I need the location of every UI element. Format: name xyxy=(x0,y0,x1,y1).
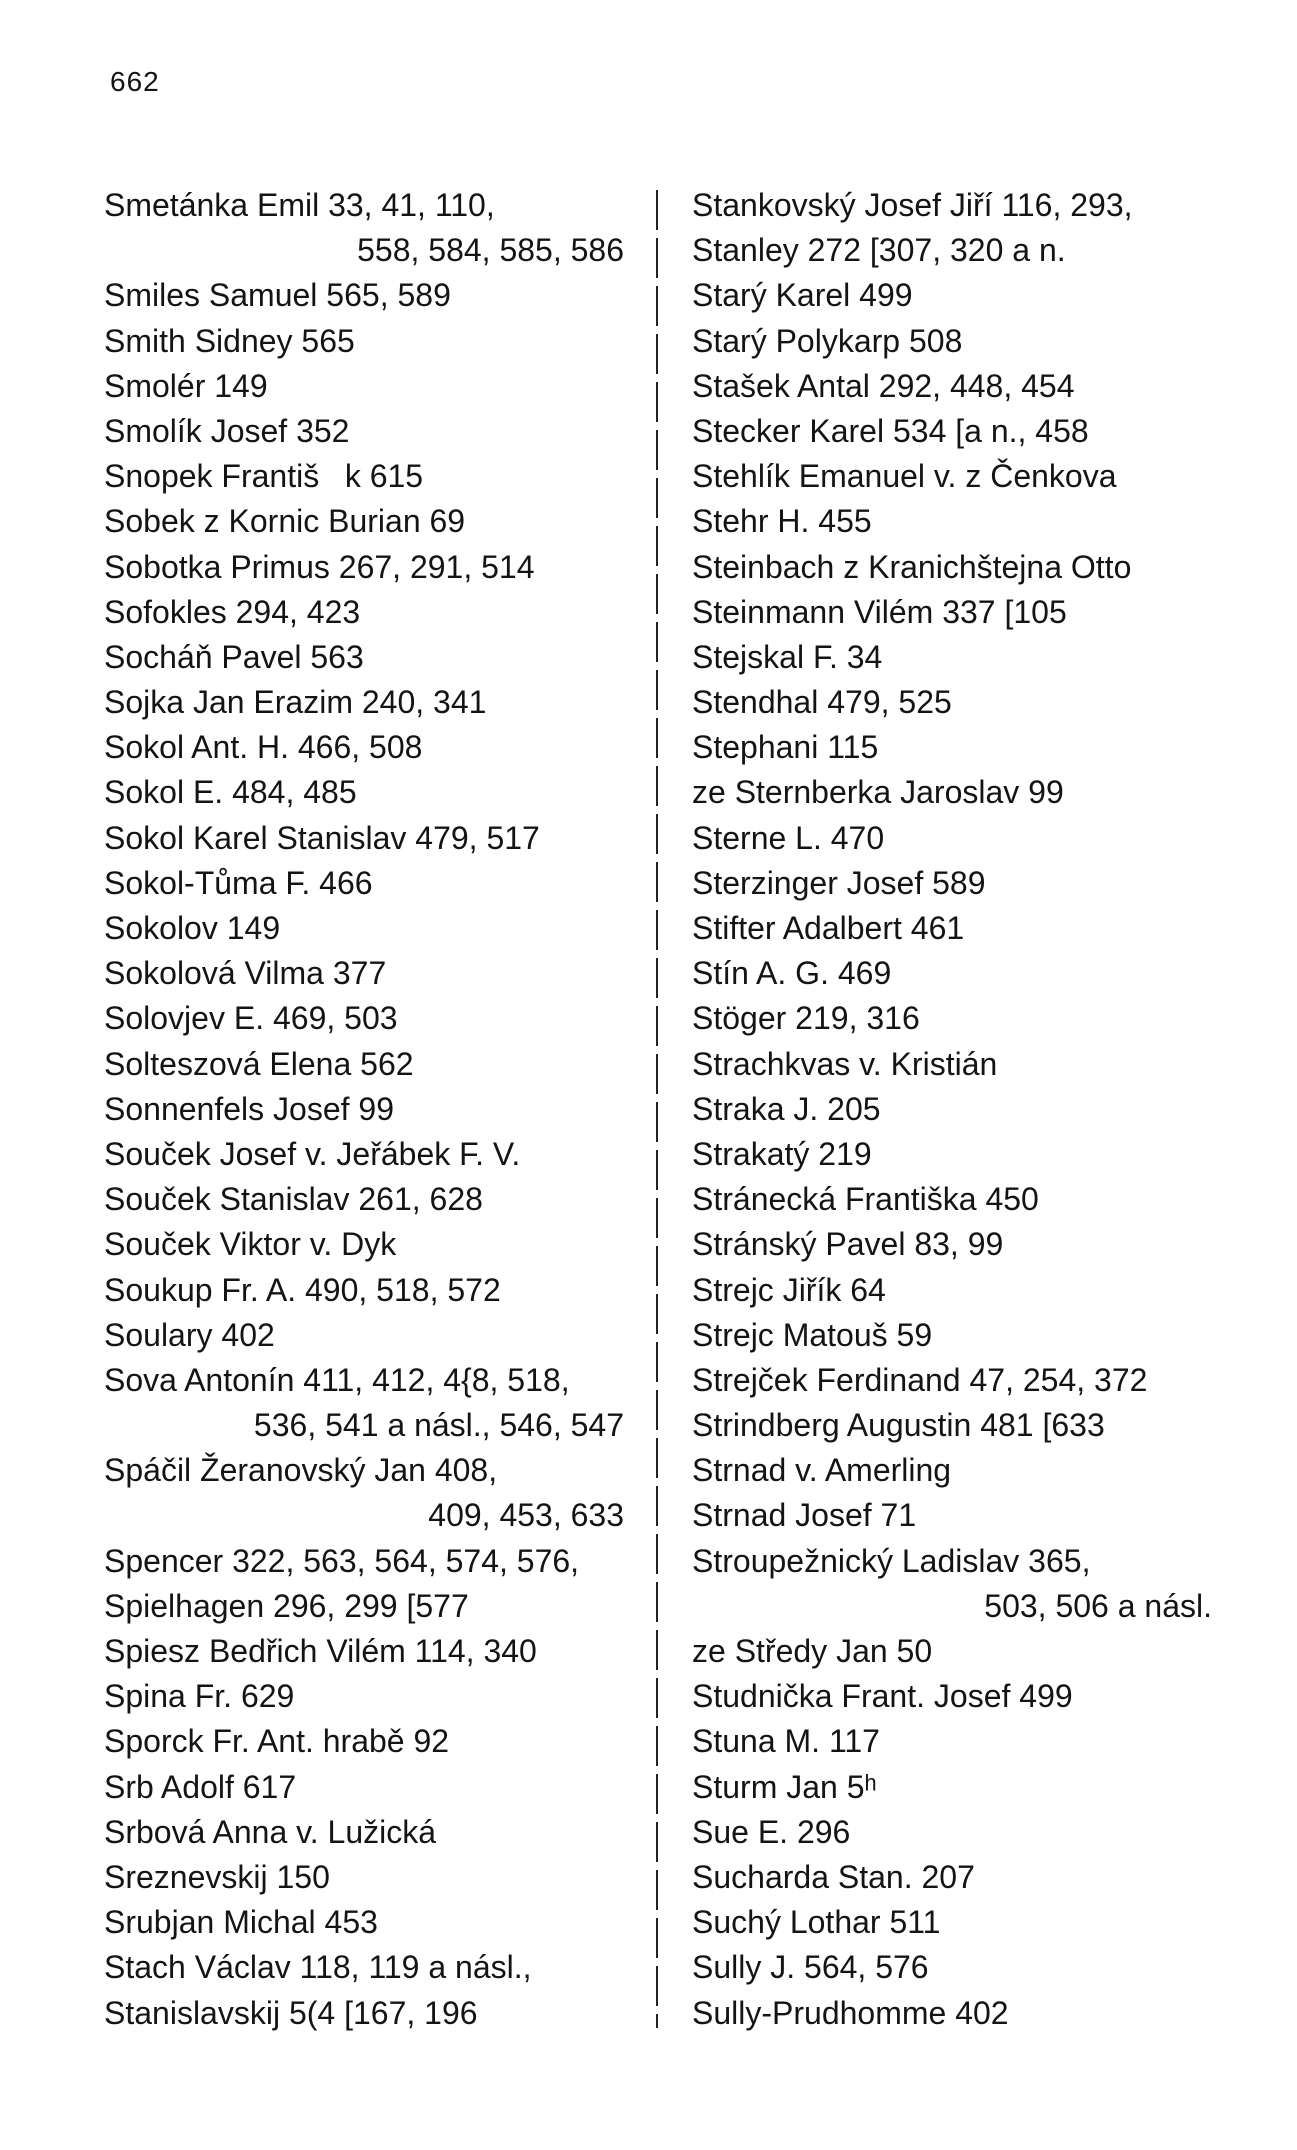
index-entry: Strejček Ferdinand 47, 254, 372 xyxy=(692,1361,1148,1398)
index-entry: Sokol E. 484, 485 xyxy=(104,774,357,811)
index-entry: Stephani 115 xyxy=(692,729,879,766)
index-entry: Sobek z Kornic Burian 69 xyxy=(104,503,466,540)
index-entry: Straka J. 205 xyxy=(692,1090,881,1127)
index-entry: Strindberg Augustin 481 [633 xyxy=(692,1407,1105,1444)
index-entry: Sobotka Primus 267, 291, 514 xyxy=(104,548,535,585)
index-entry: ze Sternberka Jaroslav 99 xyxy=(692,774,1064,811)
index-entry: Stehr H. 455 xyxy=(692,503,872,540)
index-entry: Smiles Samuel 565, 589 xyxy=(104,277,451,314)
index-entry: Solteszová Elena 562 xyxy=(104,1045,414,1082)
index-entry: Sokol Karel Stanislav 479, 517 xyxy=(104,819,540,856)
index-entry: Stehlík Emanuel v. z Čenkova xyxy=(692,458,1117,495)
index-entry: Smolík Josef 352 xyxy=(104,412,350,449)
index-entry: Sucharda Stan. 207 xyxy=(692,1858,975,1895)
index-column-left xyxy=(104,183,624,2036)
index-entry: 503, 506 a násl. xyxy=(984,1587,1212,1624)
index-entry: Stankovský Josef Jiří 116, 293, xyxy=(692,187,1133,223)
index-entry: Smolér 149 xyxy=(104,367,268,404)
index-entry: Sturm Jan 5ʰ xyxy=(692,1768,877,1805)
index-entry: Strnad Josef 71 xyxy=(692,1497,917,1534)
index-entry: Souček Josef v. Jeřábek F. V. xyxy=(104,1135,521,1172)
index-entry: Smith Sidney 565 xyxy=(104,322,355,359)
index-entry: Sokolov 149 xyxy=(104,910,281,946)
index-entry: Sue E. 296 xyxy=(692,1813,851,1850)
index-entry: Spina Fr. 629 xyxy=(104,1678,295,1715)
index-entry: Souček Stanislav 261, 628 xyxy=(104,1181,483,1218)
index-entry: Sporck Fr. Ant. hrabě 92 xyxy=(104,1723,450,1760)
page-number: 662 xyxy=(110,66,160,97)
index-entry: Stín A. G. 469 xyxy=(692,955,892,992)
index-entry: Srubjan Michal 453 xyxy=(104,1904,378,1941)
index-entry: Starý Polykarp 508 xyxy=(692,322,963,359)
index-entry: Stendhal 479, 525 xyxy=(692,684,952,721)
index-entry: Stach Václav 118, 119 a násl., xyxy=(104,1949,532,1986)
index-entry: Sully J. 564, 576 xyxy=(692,1949,929,1986)
index-entry: Solovjev E. 469, 503 xyxy=(104,1000,398,1037)
index-entry: Stránský Pavel 83, 99 xyxy=(692,1226,1004,1263)
index-entry: Spiesz Bedřich Vilém 114, 340 xyxy=(104,1633,537,1669)
index-entry: 536, 541 a násl., 546, 547 xyxy=(253,1407,624,1444)
index-entry: Starý Karel 499 xyxy=(692,277,913,314)
index-entry: Stanley 272 [307, 320 a n. xyxy=(692,232,1066,269)
index-entry: Sterzinger Josef 589 xyxy=(692,864,986,901)
index-entry: Sofokles 294, 423 xyxy=(104,593,361,630)
index-entry: Steinmann Vilém 337 [105 xyxy=(692,593,1067,630)
index-entry: Stroupežnický Ladislav 365, xyxy=(692,1542,1091,1579)
index-entry: Sokolová Vilma 377 xyxy=(104,955,387,992)
index-entry: Strejc Jiřík 64 xyxy=(692,1271,886,1308)
index-entry: Sokol-Tůma F. 466 xyxy=(104,864,373,901)
index-entry: Sova Antonín 411, 412, 4{8, 518, xyxy=(104,1361,570,1398)
index-entry: ze Středy Jan 50 xyxy=(692,1633,933,1669)
index-entry: Stuna M. 117 xyxy=(692,1723,880,1760)
index-entry: Stifter Adalbert 461 xyxy=(692,910,965,946)
index-entry: Strejc Matouš 59 xyxy=(692,1316,933,1353)
index-entry: Spáčil Žeranovský Jan 408, xyxy=(104,1452,498,1489)
index-entry: Stránecká Františka 450 xyxy=(692,1181,1039,1218)
index-entry: Strnad v. Amerling xyxy=(692,1452,952,1489)
index-entry: Sterne L. 470 xyxy=(692,819,885,856)
index-entry: Sully-Prudhomme 402 xyxy=(692,1994,1009,2031)
index-entry: Sokol Ant. H. 466, 508 xyxy=(104,729,423,766)
index-entry: Smetánka Emil 33, 41, 110, xyxy=(104,187,495,223)
index-entry: Snopek Františk 615 xyxy=(104,458,424,495)
index-entry: Stanislavskij 5(4 [167, 196 xyxy=(104,1994,478,2031)
index-entry: Sreznevskij 150 xyxy=(104,1858,330,1895)
index-entry: 409, 453, 633 xyxy=(428,1497,624,1534)
index-entry: Stašek Antal 292, 448, 454 xyxy=(692,367,1075,404)
index-column-right xyxy=(692,183,1212,2036)
index-entry: Souček Viktor v. Dyk xyxy=(104,1226,397,1263)
index-entry: 558, 584, 585, 586 xyxy=(357,232,624,269)
index-entry: Socháň Pavel 563 xyxy=(104,638,364,675)
index-entry: Spielhagen 296, 299 [577 xyxy=(104,1587,469,1624)
index-entry: Soukup Fr. A. 490, 518, 572 xyxy=(104,1271,501,1308)
index-entry: Sojka Jan Erazim 240, 341 xyxy=(104,684,487,721)
index-entry: Suchý Lothar 511 xyxy=(692,1904,941,1941)
index-entry: Spencer 322, 563, 564, 574, 576, xyxy=(104,1542,580,1579)
index-entry: Srb Adolf 617 xyxy=(104,1768,297,1805)
index-entry: Srbová Anna v. Lužická xyxy=(104,1813,437,1850)
index-entry: Sonnenfels Josef 99 xyxy=(104,1090,394,1127)
index-entry: Stejskal F. 34 xyxy=(692,638,883,675)
index-entry: Strachkvas v. Kristián xyxy=(692,1045,998,1082)
index-entry: Steinbach z Kranichštejna Otto xyxy=(692,548,1132,585)
index-entry: Strakatý 219 xyxy=(692,1135,872,1172)
column-divider xyxy=(656,190,658,2028)
index-entry: Stecker Karel 534 [a n., 458 xyxy=(692,412,1089,449)
index-entry: Studnička Frant. Josef 499 xyxy=(692,1678,1073,1715)
index-entry: Soulary 402 xyxy=(104,1316,275,1353)
index-entry: Stöger 219, 316 xyxy=(692,1000,920,1037)
